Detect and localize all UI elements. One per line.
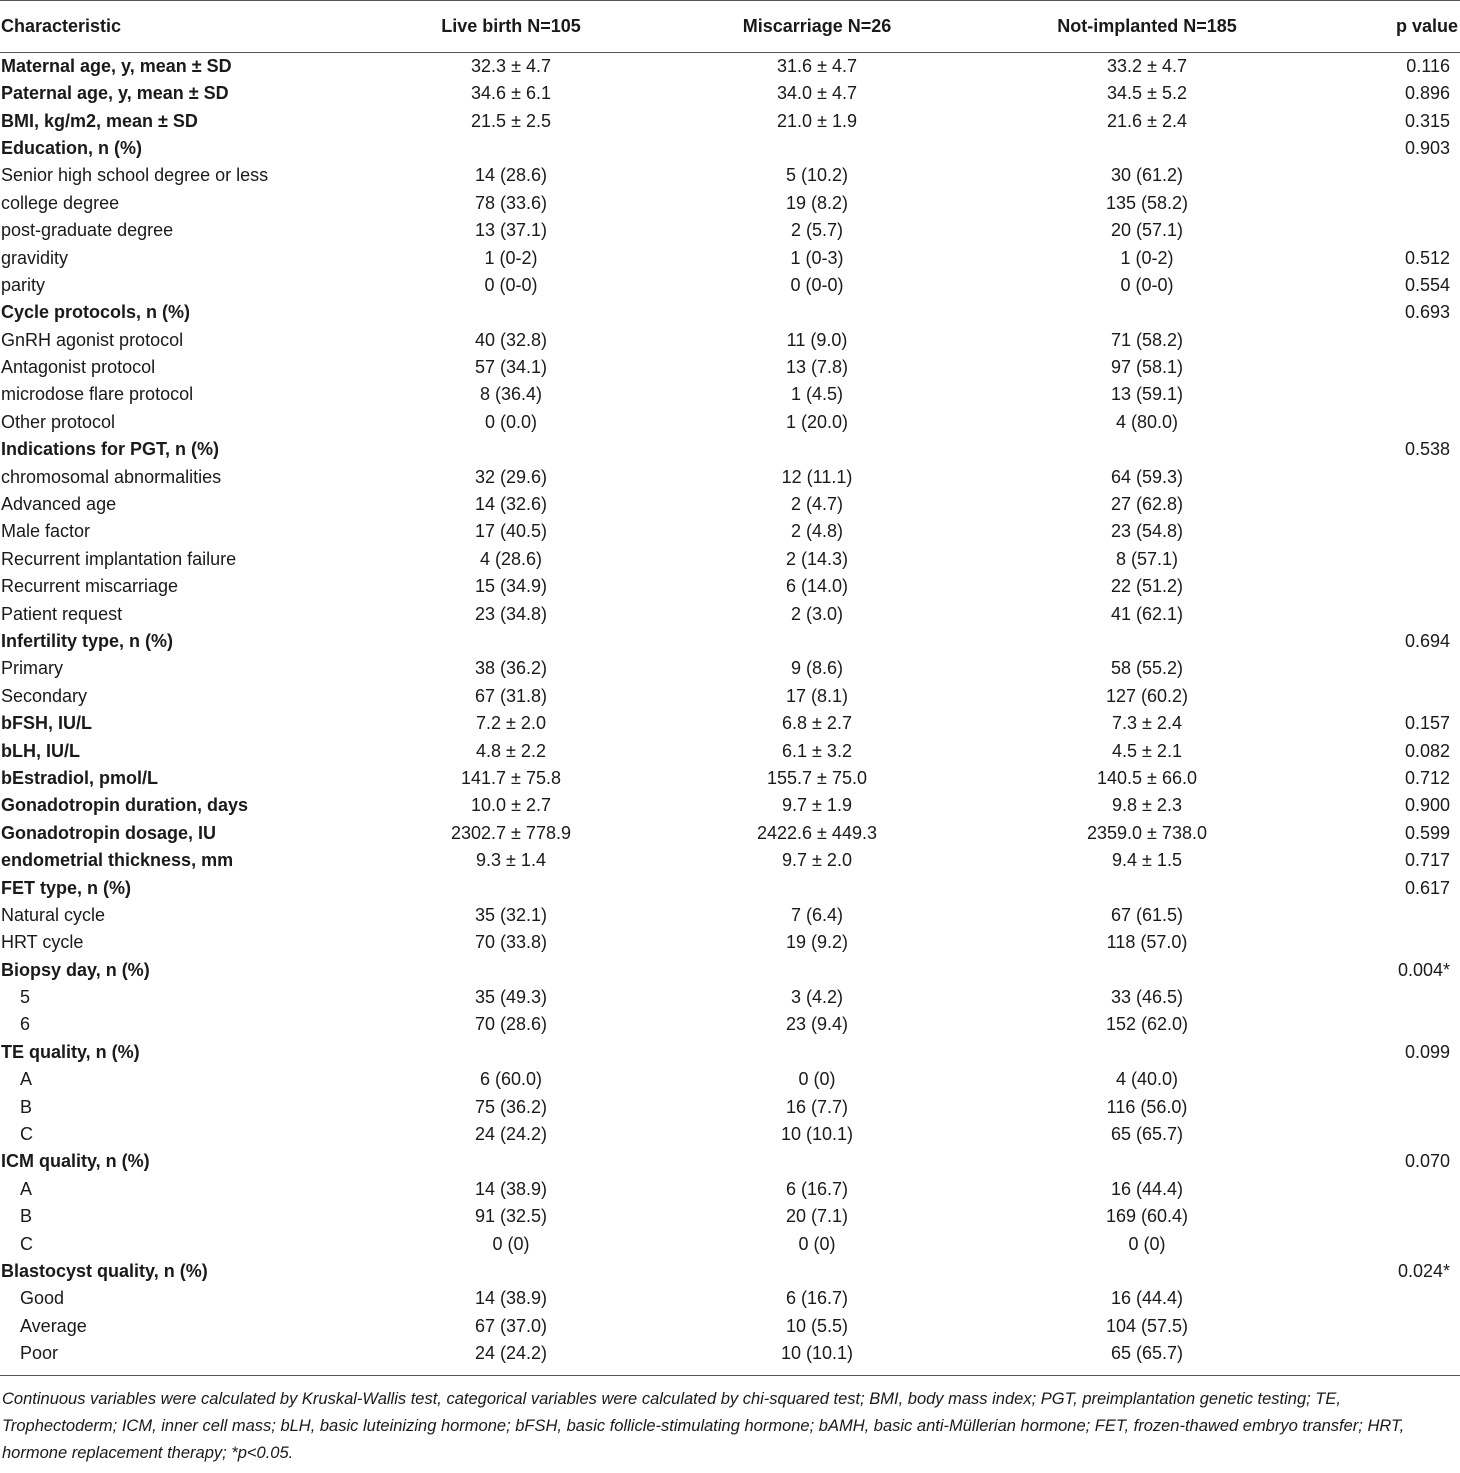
row-label: endometrial thickness, mm bbox=[1, 850, 234, 871]
live-birth-cell: 35 (32.1) bbox=[474, 904, 548, 925]
row-label: Education, n (%) bbox=[1, 137, 142, 158]
miscarriage-cell bbox=[642, 135, 992, 162]
table-row bbox=[0, 737, 1460, 764]
p-value-cell bbox=[1302, 162, 1460, 189]
live-birth-cell: 14 (32.6) bbox=[474, 494, 548, 515]
live-birth-cell: 2302.7 ± 778.9 bbox=[451, 822, 571, 843]
p-value-cell bbox=[1302, 1285, 1460, 1312]
not-implanted-cell: 169 (60.4) bbox=[1105, 1206, 1189, 1227]
miscarriage-cell: 1 (4.5) bbox=[790, 384, 844, 405]
row-label: A bbox=[20, 1069, 33, 1090]
p-value-cell: 0.024* bbox=[1397, 1260, 1450, 1281]
p-value-cell: 0.712 bbox=[1404, 767, 1450, 788]
not-implanted-cell: 135 (58.2) bbox=[1105, 192, 1189, 213]
p-value-cell bbox=[1302, 463, 1460, 490]
not-implanted-cell: 140.5 ± 66.0 bbox=[1097, 767, 1197, 788]
not-implanted-cell bbox=[992, 135, 1302, 162]
p-value-cell: 0.116 bbox=[1406, 56, 1450, 76]
miscarriage-cell bbox=[642, 628, 992, 655]
not-implanted-cell: 116 (56.0) bbox=[1106, 1096, 1188, 1117]
p-value-cell: 0.900 bbox=[1404, 795, 1450, 816]
p-value-cell bbox=[1302, 1203, 1460, 1230]
not-implanted-cell: 16 (44.4) bbox=[1110, 1178, 1184, 1199]
p-value-cell bbox=[1302, 600, 1460, 627]
miscarriage-cell: 155.7 ± 75.0 bbox=[767, 767, 867, 788]
not-implanted-cell: 127 (60.2) bbox=[1105, 685, 1189, 706]
miscarriage-cell: 21.0 ± 1.9 bbox=[777, 110, 857, 131]
row-label: Biopsy day, n (%) bbox=[1, 959, 150, 980]
miscarriage-cell: 5 (10.2) bbox=[785, 165, 849, 186]
not-implanted-cell: 20 (57.1) bbox=[1110, 220, 1184, 241]
table-row bbox=[0, 107, 1460, 134]
not-implanted-cell: 4 (80.0) bbox=[1115, 411, 1179, 432]
row-label: Maternal age, y, mean ± SD bbox=[1, 56, 232, 76]
row-label: chromosomal abnormalities bbox=[1, 466, 222, 487]
p-value-cell bbox=[1302, 409, 1460, 436]
p-value-cell bbox=[1302, 491, 1460, 518]
table-row bbox=[0, 190, 1460, 217]
table-row bbox=[0, 53, 1460, 81]
row-label: BMI, kg/m2, mean ± SD bbox=[1, 110, 198, 131]
header-p-value: p value bbox=[1302, 1, 1460, 53]
table-row bbox=[0, 327, 1460, 354]
p-value-cell bbox=[1302, 1011, 1460, 1038]
row-label: bFSH, IU/L bbox=[1, 713, 92, 734]
p-value-cell bbox=[1302, 354, 1460, 381]
live-birth-cell: 35 (49.3) bbox=[474, 987, 548, 1008]
table-row bbox=[0, 162, 1460, 189]
row-label: 5 bbox=[20, 987, 31, 1008]
p-value-cell: 0.157 bbox=[1404, 713, 1450, 734]
live-birth-cell bbox=[380, 1039, 642, 1066]
miscarriage-cell: 9.7 ± 1.9 bbox=[782, 795, 852, 816]
p-value-cell bbox=[1302, 217, 1460, 244]
miscarriage-cell: 6.8 ± 2.7 bbox=[782, 713, 852, 734]
header-not-implanted: Not-implanted N=185 bbox=[992, 1, 1302, 53]
not-implanted-cell: 71 (58.2) bbox=[1110, 329, 1184, 350]
row-label: C bbox=[20, 1233, 33, 1254]
live-birth-cell: 15 (34.9) bbox=[474, 576, 548, 597]
table-row bbox=[0, 765, 1460, 792]
not-implanted-cell: 30 (61.2) bbox=[1110, 165, 1184, 186]
miscarriage-cell: 2 (3.0) bbox=[790, 603, 844, 624]
p-value-cell bbox=[1302, 929, 1460, 956]
table-header bbox=[0, 1, 1460, 53]
live-birth-cell: 70 (28.6) bbox=[474, 1014, 548, 1035]
miscarriage-cell: 10 (5.5) bbox=[785, 1315, 849, 1336]
table-row bbox=[0, 299, 1460, 326]
live-birth-cell: 24 (24.2) bbox=[474, 1342, 548, 1363]
row-label: B bbox=[20, 1206, 33, 1227]
live-birth-cell bbox=[380, 135, 642, 162]
live-birth-cell: 8 (36.4) bbox=[479, 384, 543, 405]
miscarriage-cell: 20 (7.1) bbox=[785, 1206, 849, 1227]
table-row bbox=[0, 491, 1460, 518]
miscarriage-cell bbox=[642, 299, 992, 326]
miscarriage-cell: 3 (4.2) bbox=[790, 987, 844, 1008]
not-implanted-cell: 7.3 ± 2.4 bbox=[1112, 713, 1182, 734]
table-row bbox=[0, 1203, 1460, 1230]
miscarriage-cell bbox=[642, 1148, 992, 1175]
miscarriage-cell bbox=[642, 874, 992, 901]
table-row bbox=[0, 1340, 1460, 1371]
table-row bbox=[0, 792, 1460, 819]
live-birth-cell: 32.3 ± 4.7 bbox=[471, 56, 551, 76]
table-row bbox=[0, 1121, 1460, 1148]
table-row bbox=[0, 354, 1460, 381]
p-value-cell bbox=[1302, 546, 1460, 573]
p-value-cell: 0.315 bbox=[1404, 110, 1450, 131]
table-row bbox=[0, 984, 1460, 1011]
live-birth-cell: 10.0 ± 2.7 bbox=[471, 795, 551, 816]
row-label: Gonadotropin dosage, IU bbox=[1, 822, 216, 843]
live-birth-cell: 17 (40.5) bbox=[474, 521, 548, 542]
live-birth-cell: 14 (38.9) bbox=[474, 1178, 548, 1199]
row-label: microdose flare protocol bbox=[1, 384, 194, 405]
live-birth-cell: 75 (36.2) bbox=[474, 1096, 548, 1117]
miscarriage-cell: 0 (0) bbox=[798, 1069, 836, 1090]
miscarriage-cell bbox=[642, 1258, 992, 1285]
live-birth-cell: 91 (32.5) bbox=[474, 1206, 548, 1227]
row-label: Poor bbox=[20, 1342, 59, 1363]
p-value-cell: 0.599 bbox=[1404, 822, 1450, 843]
miscarriage-cell: 2 (4.7) bbox=[790, 494, 844, 515]
p-value-cell: 0.070 bbox=[1404, 1151, 1450, 1172]
live-birth-cell: 57 (34.1) bbox=[474, 357, 548, 378]
p-value-cell bbox=[1302, 327, 1460, 354]
p-value-cell bbox=[1302, 1066, 1460, 1093]
live-birth-cell: 1 (0-2) bbox=[484, 247, 538, 268]
live-birth-cell: 6 (60.0) bbox=[479, 1069, 543, 1090]
table-row bbox=[0, 546, 1460, 573]
table-row bbox=[0, 1039, 1460, 1066]
not-implanted-cell: 2359.0 ± 738.0 bbox=[1087, 822, 1207, 843]
not-implanted-cell: 4.5 ± 2.1 bbox=[1112, 740, 1182, 761]
table-row bbox=[0, 600, 1460, 627]
not-implanted-cell: 23 (54.8) bbox=[1110, 521, 1184, 542]
table-row bbox=[0, 573, 1460, 600]
live-birth-cell: 40 (32.8) bbox=[474, 329, 548, 350]
not-implanted-cell: 8 (57.1) bbox=[1115, 548, 1179, 569]
row-label: parity bbox=[1, 274, 46, 295]
row-label: bLH, IU/L bbox=[1, 740, 80, 761]
miscarriage-cell: 6 (16.7) bbox=[785, 1288, 849, 1309]
row-label: Infertility type, n (%) bbox=[1, 631, 174, 651]
row-label: Other protocol bbox=[1, 411, 116, 432]
table-row bbox=[0, 628, 1460, 655]
row-label: GnRH agonist protocol bbox=[1, 329, 184, 350]
live-birth-cell: 21.5 ± 2.5 bbox=[471, 110, 551, 131]
p-value-cell: 0.004* bbox=[1397, 959, 1450, 980]
table-row bbox=[0, 272, 1460, 299]
table-row bbox=[0, 135, 1460, 162]
miscarriage-cell: 34.0 ± 4.7 bbox=[777, 83, 857, 104]
p-value-cell bbox=[1302, 1230, 1460, 1257]
live-birth-cell bbox=[380, 874, 642, 901]
live-birth-cell: 70 (33.8) bbox=[474, 932, 548, 953]
not-implanted-cell bbox=[992, 1148, 1302, 1175]
miscarriage-cell: 13 (7.8) bbox=[785, 357, 849, 378]
not-implanted-cell: 65 (65.7) bbox=[1110, 1342, 1184, 1363]
miscarriage-cell: 31.6 ± 4.7 bbox=[777, 56, 857, 76]
table-row bbox=[0, 683, 1460, 710]
row-label: C bbox=[20, 1124, 33, 1145]
table-row bbox=[0, 1285, 1460, 1312]
miscarriage-cell: 19 (8.2) bbox=[785, 192, 849, 213]
row-label: Average bbox=[20, 1315, 87, 1336]
table-body bbox=[0, 53, 1460, 1371]
p-value-cell: 0.717 bbox=[1404, 850, 1450, 871]
miscarriage-cell: 16 (7.7) bbox=[785, 1096, 849, 1117]
p-value-cell bbox=[1302, 190, 1460, 217]
row-label: gravidity bbox=[1, 247, 69, 268]
miscarriage-cell: 1 (20.0) bbox=[785, 411, 849, 432]
row-label: Patient request bbox=[1, 603, 123, 624]
live-birth-cell: 13 (37.1) bbox=[474, 220, 548, 241]
p-value-cell: 0.693 bbox=[1404, 302, 1450, 323]
not-implanted-cell: 67 (61.5) bbox=[1110, 904, 1184, 925]
live-birth-cell: 34.6 ± 6.1 bbox=[471, 83, 551, 104]
row-label: Recurrent miscarriage bbox=[1, 576, 179, 597]
miscarriage-cell: 11 (9.0) bbox=[786, 329, 848, 350]
row-label: Cycle protocols, n (%) bbox=[1, 302, 191, 323]
table-row bbox=[0, 381, 1460, 408]
header-characteristic: Characteristic bbox=[0, 1, 380, 53]
row-label: FET type, n (%) bbox=[1, 877, 131, 898]
table-row bbox=[0, 244, 1460, 271]
row-label: HRT cycle bbox=[1, 932, 84, 953]
not-implanted-cell: 16 (44.4) bbox=[1110, 1288, 1184, 1309]
p-value-cell bbox=[1302, 984, 1460, 1011]
not-implanted-cell: 65 (65.7) bbox=[1110, 1124, 1184, 1145]
table-row bbox=[0, 463, 1460, 490]
row-label: Male factor bbox=[1, 521, 91, 542]
p-value-cell bbox=[1302, 573, 1460, 600]
table-row bbox=[0, 655, 1460, 682]
p-value-cell bbox=[1302, 1176, 1460, 1203]
row-label: Senior high school degree or less bbox=[1, 165, 269, 186]
row-label: B bbox=[20, 1096, 33, 1117]
live-birth-cell: 38 (36.2) bbox=[474, 658, 548, 679]
live-birth-cell: 24 (24.2) bbox=[474, 1124, 548, 1145]
not-implanted-cell: 4 (40.0) bbox=[1115, 1069, 1179, 1090]
not-implanted-cell: 97 (58.1) bbox=[1110, 357, 1184, 378]
table-row bbox=[0, 902, 1460, 929]
table-row bbox=[0, 1066, 1460, 1093]
not-implanted-cell: 104 (57.5) bbox=[1105, 1315, 1189, 1336]
table-row bbox=[0, 847, 1460, 874]
miscarriage-cell: 12 (11.1) bbox=[781, 466, 853, 487]
live-birth-cell bbox=[380, 1258, 642, 1285]
not-implanted-cell: 33.2 ± 4.7 bbox=[1107, 56, 1187, 76]
p-value-cell bbox=[1302, 655, 1460, 682]
p-value-cell: 0.099 bbox=[1404, 1041, 1450, 1062]
live-birth-cell bbox=[380, 1148, 642, 1175]
not-implanted-cell: 64 (59.3) bbox=[1110, 466, 1184, 487]
table-row bbox=[0, 1093, 1460, 1120]
table-row bbox=[0, 409, 1460, 436]
not-implanted-cell: 118 (57.0) bbox=[1106, 932, 1188, 953]
table-row bbox=[0, 518, 1460, 545]
row-label: college degree bbox=[1, 192, 120, 213]
not-implanted-cell: 21.6 ± 2.4 bbox=[1107, 110, 1187, 131]
miscarriage-cell: 9 (8.6) bbox=[790, 658, 844, 679]
not-implanted-cell: 9.4 ± 1.5 bbox=[1112, 850, 1182, 871]
row-label: Secondary bbox=[1, 685, 88, 706]
live-birth-cell: 67 (31.8) bbox=[474, 685, 548, 706]
not-implanted-cell: 9.8 ± 2.3 bbox=[1112, 795, 1182, 816]
live-birth-cell: 14 (28.6) bbox=[474, 165, 548, 186]
table-row bbox=[0, 1176, 1460, 1203]
miscarriage-cell: 10 (10.1) bbox=[780, 1342, 854, 1363]
live-birth-cell: 0 (0-0) bbox=[484, 274, 538, 295]
live-birth-cell bbox=[380, 299, 642, 326]
row-label: Primary bbox=[1, 658, 63, 679]
row-label: Antagonist protocol bbox=[1, 357, 156, 378]
miscarriage-cell bbox=[642, 436, 992, 463]
not-implanted-cell: 27 (62.8) bbox=[1110, 494, 1184, 515]
not-implanted-cell bbox=[992, 436, 1302, 463]
p-value-cell: 0.694 bbox=[1404, 631, 1450, 651]
table-row bbox=[0, 217, 1460, 244]
p-value-cell bbox=[1302, 1121, 1460, 1148]
miscarriage-cell bbox=[642, 957, 992, 984]
not-implanted-cell: 41 (62.1) bbox=[1110, 603, 1184, 624]
live-birth-cell: 0 (0.0) bbox=[484, 411, 538, 432]
live-birth-cell: 4.8 ± 2.2 bbox=[476, 740, 546, 761]
p-value-cell bbox=[1302, 381, 1460, 408]
row-label: Gonadotropin duration, days bbox=[1, 795, 248, 816]
table-row bbox=[0, 1148, 1460, 1175]
p-value-cell bbox=[1302, 518, 1460, 545]
p-value-cell: 0.538 bbox=[1404, 439, 1450, 460]
p-value-cell bbox=[1302, 902, 1460, 929]
header-row bbox=[0, 1, 1460, 53]
miscarriage-cell: 10 (10.1) bbox=[780, 1124, 854, 1145]
not-implanted-cell bbox=[992, 957, 1302, 984]
live-birth-cell bbox=[380, 436, 642, 463]
table-row bbox=[0, 710, 1460, 737]
row-label: TE quality, n (%) bbox=[1, 1041, 140, 1062]
row-label: ICM quality, n (%) bbox=[1, 1151, 150, 1172]
row-label: Advanced age bbox=[1, 494, 117, 515]
live-birth-cell bbox=[380, 957, 642, 984]
p-value-cell: 0.903 bbox=[1404, 137, 1450, 158]
row-label: 6 bbox=[20, 1014, 31, 1035]
table-row bbox=[0, 957, 1460, 984]
not-implanted-cell bbox=[992, 628, 1302, 655]
not-implanted-cell: 13 (59.1) bbox=[1110, 384, 1184, 405]
row-label: Good bbox=[20, 1288, 65, 1309]
live-birth-cell: 141.7 ± 75.8 bbox=[461, 767, 561, 788]
live-birth-cell: 23 (34.8) bbox=[474, 603, 548, 624]
p-value-cell: 0.617 bbox=[1404, 877, 1450, 898]
not-implanted-cell: 22 (51.2) bbox=[1110, 576, 1184, 597]
p-value-cell bbox=[1302, 1093, 1460, 1120]
miscarriage-cell: 9.7 ± 2.0 bbox=[782, 850, 852, 871]
live-birth-cell: 0 (0) bbox=[492, 1233, 530, 1254]
p-value-cell: 0.512 bbox=[1404, 247, 1450, 268]
miscarriage-cell: 2 (14.3) bbox=[785, 548, 849, 569]
miscarriage-cell: 0 (0-0) bbox=[790, 274, 844, 295]
not-implanted-cell bbox=[992, 1039, 1302, 1066]
row-label: bEstradiol, pmol/L bbox=[1, 767, 159, 788]
not-implanted-cell: 152 (62.0) bbox=[1105, 1014, 1189, 1035]
p-value-cell bbox=[1302, 1313, 1460, 1340]
miscarriage-cell: 2 (5.7) bbox=[790, 220, 844, 241]
live-birth-cell: 78 (33.6) bbox=[474, 192, 548, 213]
miscarriage-cell: 2 (4.8) bbox=[790, 521, 844, 542]
p-value-cell bbox=[1302, 683, 1460, 710]
row-label: Blastocyst quality, n (%) bbox=[1, 1260, 208, 1281]
row-label: Recurrent implantation failure bbox=[1, 548, 237, 569]
not-implanted-cell bbox=[992, 874, 1302, 901]
live-birth-cell: 9.3 ± 1.4 bbox=[476, 850, 546, 871]
not-implanted-cell: 58 (55.2) bbox=[1110, 658, 1184, 679]
not-implanted-cell bbox=[992, 1258, 1302, 1285]
row-label: Paternal age, y, mean ± SD bbox=[1, 83, 229, 104]
table-row bbox=[0, 1011, 1460, 1038]
header-live-birth: Live birth N=105 bbox=[380, 1, 642, 53]
miscarriage-cell: 0 (0) bbox=[798, 1233, 836, 1254]
not-implanted-cell bbox=[992, 299, 1302, 326]
miscarriage-cell: 19 (9.2) bbox=[785, 932, 849, 953]
not-implanted-cell: 0 (0) bbox=[1128, 1233, 1166, 1254]
table-row bbox=[0, 874, 1460, 901]
live-birth-cell: 32 (29.6) bbox=[474, 466, 548, 487]
miscarriage-cell: 6.1 ± 3.2 bbox=[782, 740, 852, 761]
miscarriage-cell: 1 (0-3) bbox=[790, 247, 844, 268]
table-row bbox=[0, 436, 1460, 463]
miscarriage-cell bbox=[642, 1039, 992, 1066]
live-birth-cell: 67 (37.0) bbox=[474, 1315, 548, 1336]
table-row bbox=[0, 80, 1460, 107]
table-row bbox=[0, 929, 1460, 956]
p-value-cell: 0.896 bbox=[1404, 83, 1450, 104]
miscarriage-cell: 6 (14.0) bbox=[785, 576, 849, 597]
row-label: Indications for PGT, n (%) bbox=[1, 439, 220, 460]
live-birth-cell: 14 (38.9) bbox=[474, 1288, 548, 1309]
p-value-cell: 0.554 bbox=[1404, 274, 1450, 295]
not-implanted-cell: 1 (0-2) bbox=[1120, 247, 1174, 268]
table-row bbox=[0, 1258, 1460, 1285]
not-implanted-cell: 34.5 ± 5.2 bbox=[1107, 83, 1187, 104]
header-miscarriage: Miscarriage N=26 bbox=[642, 1, 992, 53]
table-row bbox=[0, 820, 1460, 847]
live-birth-cell: 7.2 ± 2.0 bbox=[476, 713, 546, 734]
table-row bbox=[0, 1230, 1460, 1257]
miscarriage-cell: 7 (6.4) bbox=[790, 904, 844, 925]
row-label: post-graduate degree bbox=[1, 220, 174, 241]
row-label: Natural cycle bbox=[1, 904, 106, 925]
live-birth-cell: 4 (28.6) bbox=[479, 548, 543, 569]
table-row bbox=[0, 1313, 1460, 1340]
table-footnote: Continuous variables were calculated by Kruskal-Wallis test, categorical variables were calculated by chi-squared test; BMI, body mass index; PGT, preimplantation genetic testing; TE, Trophectoderm; ICM, inner cell mass; bLH, basic luteinizing hormone; bFSH, basic follicle-stimulating hormone; bAMH, basic anti-Müllerian hormone; FET, frozen-thawed embryo transfer; HRT, hormone replacement therapy; *p<0.05. bbox=[0, 1375, 1460, 1467]
miscarriage-cell: 17 (8.1) bbox=[785, 685, 849, 706]
p-value-cell: 0.082 bbox=[1404, 740, 1450, 761]
not-implanted-cell: 0 (0-0) bbox=[1120, 274, 1174, 295]
p-value-cell bbox=[1302, 1340, 1460, 1371]
miscarriage-cell: 6 (16.7) bbox=[785, 1178, 849, 1199]
live-birth-cell bbox=[380, 628, 642, 655]
miscarriage-cell: 2422.6 ± 449.3 bbox=[757, 822, 877, 843]
miscarriage-cell: 23 (9.4) bbox=[785, 1014, 849, 1035]
row-label: A bbox=[20, 1178, 33, 1199]
not-implanted-cell: 33 (46.5) bbox=[1110, 987, 1184, 1008]
